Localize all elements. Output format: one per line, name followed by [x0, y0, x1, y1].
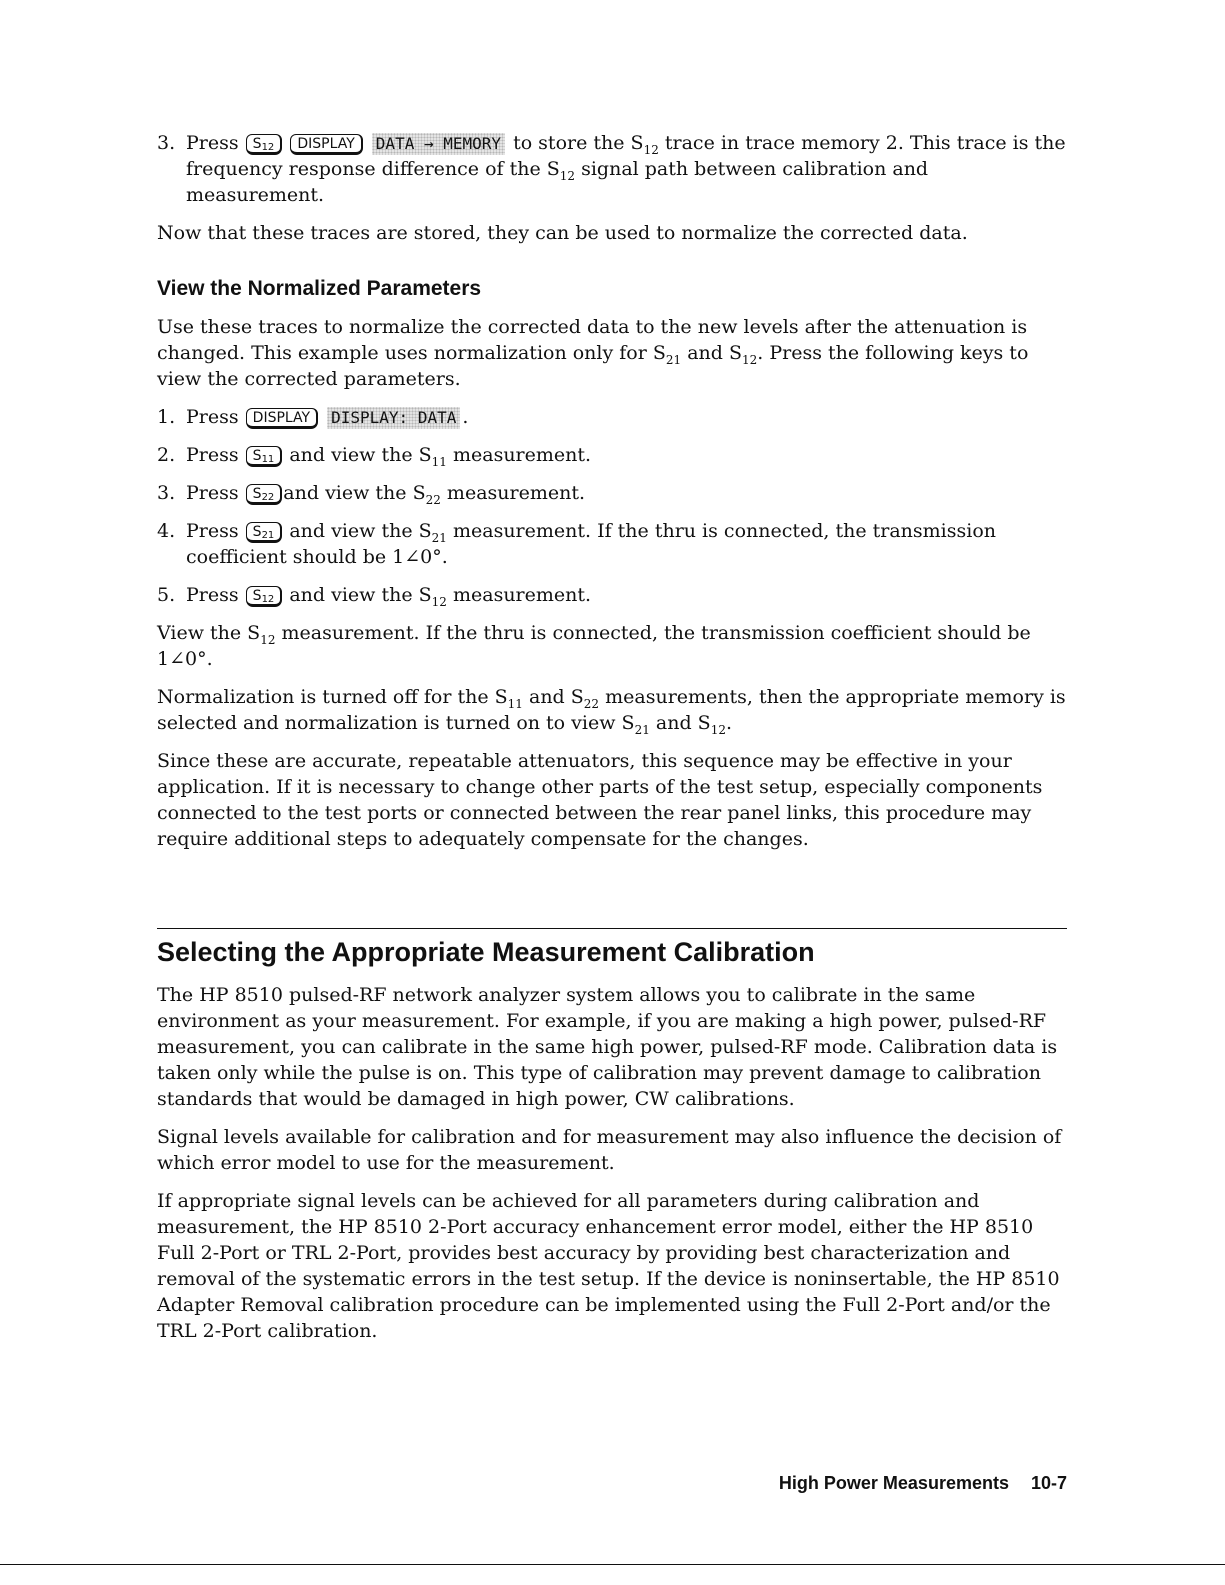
s22-hardkey: $S_{22}$	[246, 484, 283, 505]
page-number: 10-7	[1030, 1473, 1067, 1493]
s12-hardkey: $S_{12}$	[246, 134, 283, 155]
s12-hardkey: $S_{12}$	[246, 586, 283, 607]
footer-title: High Power Measurements	[778, 1473, 1009, 1493]
step-4: 4. Press $S_{21}$ and view the $S_{21}$ measurement. If the thru is connected, the transmission coefficient should be 1∠0°.	[157, 520, 997, 568]
page-body	[157, 130, 1067, 1344]
paragraph-calibration-1: The HP 8510 pulsed-RF network analyzer system allows you to calibrate in the same environment as your measurement. For example, if you are making a high power, pulsed-RF measurement, you can calibrate in the same high power, pulsed-RF mode. Calibration data is taken only while the pulse is on. This type of calibration may prevent damage to calibration standards that would be damaged in high power, CW calibrations.	[157, 984, 1058, 1110]
paragraph-since-accurate: Since these are accurate, repeatable attenuators, this sequence may be effective in your application. If it is necessary to change other parts of the test setup, especially components connected to the test ports or connected between the rear panel links, this procedure may require additional steps to adequately compensate for the changes.	[157, 750, 1043, 850]
paragraph-calibration-2: Signal levels available for calibration and for measurement may also influence the decision of which error model to use for the measurement.	[157, 1126, 1062, 1174]
section-heading-normalized: View the Normalized Parameters	[157, 277, 482, 300]
display-data-softkey: DISPLAY: DATA	[327, 407, 460, 429]
step-5: 5. Press $S_{12}$ and view the $S_{12}$ measurement.	[157, 584, 592, 609]
step-number: 3.	[157, 132, 176, 154]
display-hardkey: DISPLAY	[290, 134, 362, 155]
paragraph-normalize-intro: Use these traces to normalize the corrected data to the new levels after the attenuation is changed. This example uses normalization only for $S_{21}$ and $S_{12}$. Press the following keys to view the corrected parameters.	[157, 316, 1029, 390]
display-hardkey: DISPLAY	[246, 408, 318, 429]
bottom-rule	[0, 1564, 1225, 1565]
section-divider	[157, 928, 1067, 929]
step-3-store-trace: 3. Press $S_{12}$ DISPLAY DATA → MEMORY to store the $S_{12}$ trace in trace memory 2. This trace is the frequency response difference of the $S_{12}$ signal path between calibration and measurement.	[157, 132, 1066, 206]
s21-hardkey: $S_{21}$	[246, 522, 283, 543]
s11-hardkey: $S_{11}$	[246, 446, 283, 467]
paragraph-now-stored: Now that these traces are stored, they can be used to normalize the corrected data.	[157, 222, 968, 244]
paragraph-normalization-off: Normalization is turned off for the $S_{11}$ and $S_{22}$ measurements, then the appropriate memory is selected and normalization is turned on to view $S_{21}$ and $S_{12}$.	[157, 686, 1066, 737]
step-3: 3. Press $S_{22}$ and view the $S_{22}$ measurement.	[157, 482, 586, 507]
page-footer	[779, 1473, 1067, 1494]
section-heading-calibration: Selecting the Appropriate Measurement Calibration	[157, 937, 815, 967]
data-to-memory-softkey: DATA → MEMORY	[372, 133, 505, 155]
step-2: 2. Press $S_{11}$ and view the $S_{11}$ measurement.	[157, 444, 592, 469]
paragraph-view-s12: View the $S_{12}$ measurement. If the thru is connected, the transmission coefficient should be 1∠0°.	[157, 622, 1031, 670]
step-1: 1. Press DISPLAY DISPLAY: DATA .	[157, 406, 469, 428]
paragraph-calibration-3: If appropriate signal levels can be achieved for all parameters during calibration and measurement, the HP 8510 2-Port accuracy enhancement error model, either the HP 8510 Full 2-Port or TRL 2-Port, provides best accuracy by providing best characterization and removal of the systematic errors in the test setup. If the device is noninsertable, the HP 8510 Adapter Removal calibration procedure can be implemented using the Full 2-Port and/or the TRL 2-Port calibration.	[157, 1190, 1060, 1342]
